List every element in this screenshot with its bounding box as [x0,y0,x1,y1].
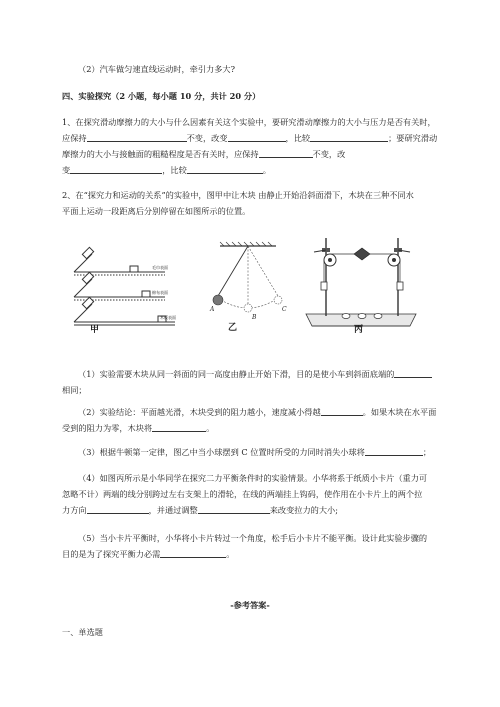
section4-title: 四、实验探究（2 小题，每小题 10 分，共计 20 分） [62,91,261,101]
p2-b: 。如果木块在水平面 [362,407,437,417]
q1-l3b: 不变，改 [312,149,346,159]
p2-c: 受到的阻力为零，木块将 [62,423,153,433]
surface-label-1: 毛巾表面 [152,265,168,270]
p1-line1 [78,369,460,380]
q1-line3 [62,149,460,160]
q1-l2c: ，比较 [285,133,311,143]
p5-line2 [62,549,460,560]
p1-line2: 相同； [62,385,87,395]
point-a-label: A [210,306,215,313]
q1-l4c: 。 [262,165,271,175]
q1-line1: 1、在探究滑动摩擦力的大小与什么因素有关这个实验中，要研究滑动摩擦力的大小与压力是否有关时， [62,117,436,127]
q1-l3a: 摩擦力的大小与接触面的粗糙程度是否有关时，应保持 [62,149,259,159]
blank-p2b[interactable] [152,423,206,432]
prev-question: （2）汽车做匀速直线运动时，牵引力多大? [78,64,235,74]
p5-c: 。 [226,549,235,559]
blank-1b[interactable] [228,133,286,142]
p3-line1 [78,447,460,458]
blank-p3[interactable] [365,447,423,456]
pendulum-diagram [200,232,290,332]
q1-l2d: ；要研究滑动 [388,133,438,143]
figure-label-yi: 乙 [228,323,238,333]
p3-a: （3）根据牛顿第一定律，图乙中当小球摆到 C 位置时所受的力同时消失小球将 [78,447,365,457]
blank-p4b[interactable] [198,505,270,514]
blank-p4a[interactable] [87,505,149,514]
q1-l4b: ，比较 [162,165,187,175]
p2-line1 [78,407,460,418]
p1-a: （1）实验需要木块从同一斜面的同一高度由静止开始下滑，目的是使小车到斜面底端的 [78,369,395,379]
blank-p1[interactable] [394,369,432,378]
section1-title: 一、单选题 [62,627,103,637]
q1-line4 [62,165,460,176]
q1-line2 [62,133,460,144]
p5-b: 目的是为了探究平衡力必需 [62,549,161,559]
q2-line2: 平面上运动一段距离后分别停留在如图所示的位置。 [62,206,251,216]
figure-label-bing: 丙 [354,325,364,335]
p2-line2 [62,423,460,434]
point-c-label: C [282,306,287,313]
q1-l2a: 应保持 [62,133,87,143]
p4-d: ，并通过调整 [148,505,198,515]
q2-line1: 2、在“探究力和运动的关系”的实验中，图甲中让木块 由静止开始沿斜面滑下，木块在三种不同水 [62,190,414,200]
blank-1a[interactable] [87,133,187,142]
figure-yi [200,232,290,332]
figure-jia [70,232,190,335]
p3-b: ； [422,447,432,457]
blank-1e[interactable] [70,165,162,174]
p5-line1: （5）当小卡片平衡时，小华将小卡片转过一个角度，松手后小卡片不能平衡。设计此实验步骤的 [78,533,428,543]
p2-a: （2）实验结论：平面越光滑，木块受到的阻力越小，速度减小得越 [78,407,321,417]
surface-label-3: 木板表面 [160,315,176,320]
p4-e: 来改变拉力的大小; [269,505,338,515]
point-b-label: B [252,314,257,321]
p4-line1: （4）如图丙所示是小华同学在探究二力平衡条件时的实验情景。小华将系于纸质小卡片（重力可 [78,473,428,483]
p4-c: 力方向 [62,505,87,515]
p2-d: 。 [206,423,215,433]
surface-label-2: 棉布表面 [152,290,168,295]
figure-label-jia: 甲 [90,325,100,335]
answer-title: -参考答案- [230,600,270,610]
two-force-apparatus [302,232,422,332]
blank-p5[interactable] [160,549,226,558]
p4-line2: 忽略不计）两端的线分别跨过左右支架上的滑轮，在线的两端挂上钩码，使作用在小卡片上的两个拉 [62,489,423,499]
blank-p2a[interactable] [321,407,363,416]
blank-1f[interactable] [187,165,263,174]
blank-1d[interactable] [259,149,313,158]
q1-l4a: 变 [62,165,71,175]
q1-l2b: 不变，改变 [186,133,228,143]
blank-1c[interactable] [310,133,388,142]
figure-bing [302,232,422,335]
p4-line3 [62,505,460,516]
